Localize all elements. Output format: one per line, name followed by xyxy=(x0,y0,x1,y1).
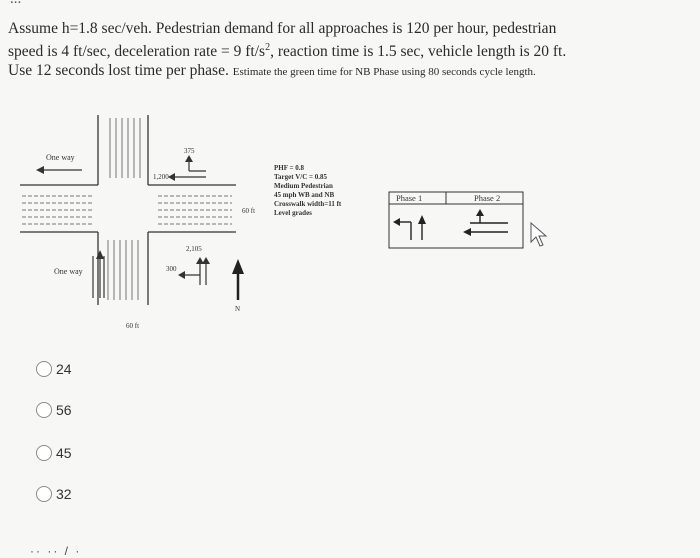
volume-1200-label: 1,200 xyxy=(153,173,169,181)
option-45-label: 45 xyxy=(56,445,72,461)
one-way-top-label: One way xyxy=(46,153,75,162)
option-24-radio[interactable] xyxy=(36,361,52,377)
note-speed: 45 mph WB and NB xyxy=(274,191,335,199)
option-24-label: 24 xyxy=(56,361,72,377)
note-crosswalk: Crosswalk width=11 ft xyxy=(274,200,342,208)
option-56-label: 56 xyxy=(56,402,72,418)
option-32-label: 32 xyxy=(56,486,72,502)
question-line-2: speed is 4 ft/sec, deceleration rate = 9 $ft/s^2$, reaction time is 1.5 sec, vehicle length is 20 ft. xyxy=(8,42,567,61)
one-way-top-arrow xyxy=(36,166,82,174)
footer-clipped-text: ·· ·· / · xyxy=(30,544,82,558)
volume-2105-label: 2,105 xyxy=(186,245,202,253)
phase-2-movements-icon xyxy=(463,209,508,236)
volume-300-label: 300 xyxy=(166,265,177,273)
traffic-notes xyxy=(274,164,342,217)
note-pedestrian: Medium Pedestrian xyxy=(274,182,333,190)
phase-2-label: Phase 2 xyxy=(474,193,501,203)
north-label: N xyxy=(235,305,241,313)
width-bottom-label: 60 ft xyxy=(126,322,140,330)
nb-arrows xyxy=(182,262,206,285)
phase-1-label: Phase 1 xyxy=(396,193,423,203)
note-target-vc: Target V/C = 0.85 xyxy=(274,173,327,181)
volume-375-label: 375 xyxy=(184,147,195,155)
width-right-label: 60 ft xyxy=(242,207,256,215)
mouse-cursor-icon xyxy=(531,223,546,246)
phase-1-movements-icon xyxy=(393,215,426,240)
note-phf: PHF = 0.8 xyxy=(274,164,304,172)
one-way-bottom-label: One way xyxy=(54,267,83,276)
wb-arrows xyxy=(172,160,206,177)
note-grades: Level grades xyxy=(274,209,312,217)
option-56-radio[interactable] xyxy=(36,402,52,418)
north-arrow-icon xyxy=(232,259,244,300)
question-line-1: Assume h=1.8 sec/veh. Pedestrian demand for all approaches is 120 per hour, pedestrian xyxy=(8,20,557,37)
option-32-radio[interactable] xyxy=(36,486,52,502)
option-45-radio[interactable] xyxy=(36,445,52,461)
question-line-3: Use 12 seconds lost time per phase. Estimate the green time for NB Phase using 80 seconds cycle length. xyxy=(8,62,536,80)
